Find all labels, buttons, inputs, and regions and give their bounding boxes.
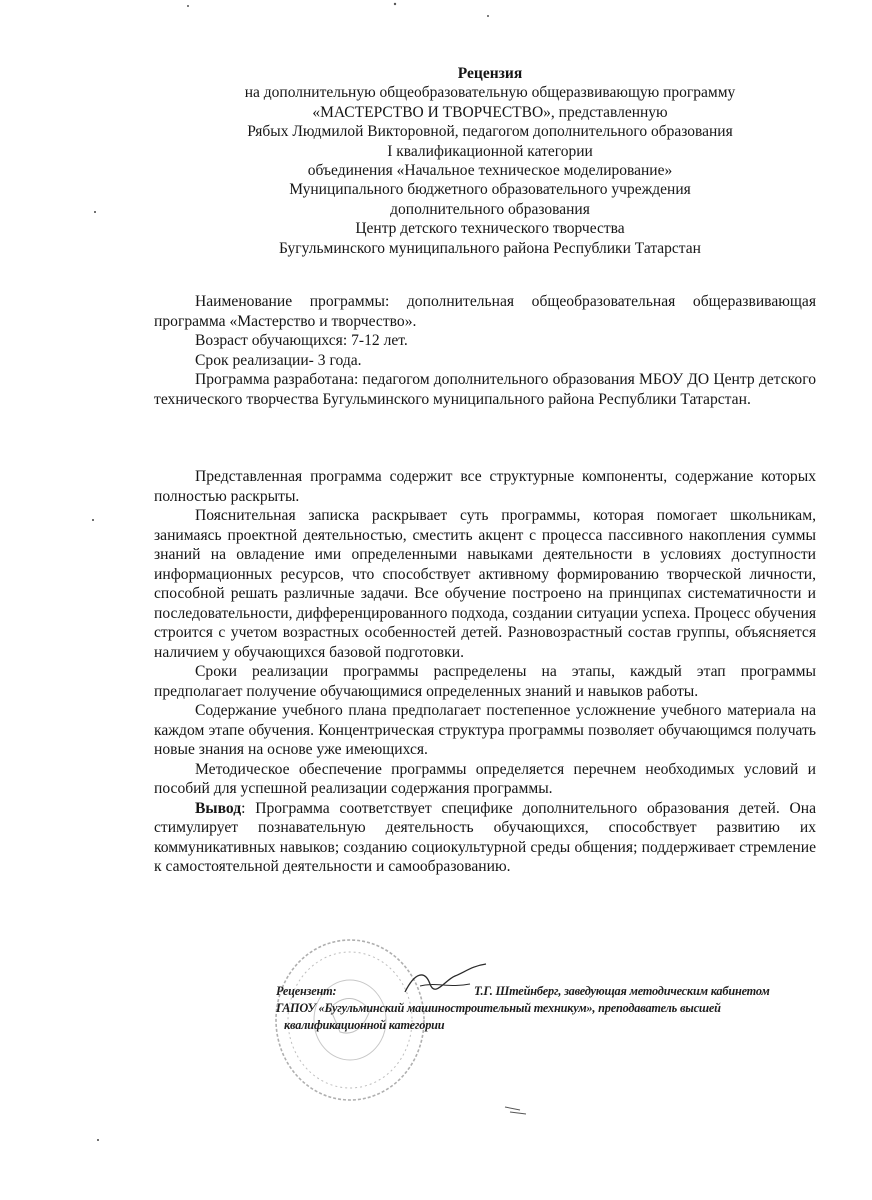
reviewer-role: Рецензент:	[276, 984, 337, 998]
program-author: Программа разработана: педагогом дополнительного образования МБОУ ДО Центр детского технического творчества Бугульминского муниципального района Республики Татарстан.	[154, 371, 816, 408]
header-line: «МАСТЕРСТВО И ТВОРЧЕСТВО», представленную	[312, 103, 668, 121]
review-paragraph: Представленная программа содержит все структурные компоненты, содержание которых полностью раскрыты.	[154, 468, 816, 505]
review-body	[154, 467, 816, 877]
header-line: на дополнительную общеобразовательную общеразвивающую программу	[244, 84, 736, 102]
reviewer-category: квалификационной категории	[284, 1018, 445, 1032]
document-title: Рецензия	[457, 65, 523, 82]
program-name: Наименование программы: дополнительная общеобразовательная общеразвивающая программа «Мастерство и творчество».	[154, 293, 816, 330]
reviewer-institution: ГАПОУ «Бугульминский машиностроительный техникум», преподаватель высшей	[276, 1001, 721, 1015]
header-line: Муниципального бюджетного образовательного учреждения	[289, 181, 691, 199]
review-paragraph: Сроки реализации программы распределены на этапы, каждый этап программы предполагает получение обучающимися определенных знаний и навыков работы.	[154, 663, 816, 700]
review-paragraph: Содержание учебного плана предполагает постепенное усложнение учебного материала на каждом этапе обучения. Концентрическая структура программы позволяет обучающимся получать новые знания на основе уже имеющихся.	[154, 702, 816, 758]
implementation-period: Срок реализации- 3 года.	[195, 351, 362, 369]
header-line: Центр детского технического творчества	[355, 220, 625, 238]
review-header	[100, 64, 872, 258]
review-paragraph: Методическое обеспечение программы определяется перечнем необходимых условий и пособий для успешной реализации содержания программы.	[154, 760, 816, 797]
review-paragraph: Пояснительная записка раскрывает суть программы, которая помогает школьникам, занимаясь проектной деятельностью, сместить акцент с процесса пассивного накопления суммы знаний на овладение ими определенными навыками деятельности в условиях доступности информационных ресурсов, что способствует активному формированию творческой личности, способной решать различные задачи. Все обучение построено на принципах систематичности и последовательности, дифференцированного подхода, создании ситуации успеха. Процесс обучения строится с учетом возрастных особенностей детей. Разновозрастный состав группы, объясняется наличием у обучающихся базовой подготовки.	[154, 507, 816, 661]
header-line: I квалификационной категории	[387, 142, 593, 160]
conclusion-paragraph	[154, 799, 816, 877]
reviewer-name: Т.Г. Штейнберг, заведующая методическим кабинетом	[474, 984, 770, 998]
student-age: Возраст обучающихся: 7-12 лет.	[195, 332, 408, 349]
program-info	[154, 292, 816, 409]
header-line: Рябых Людмилой Викторовной, педагогом дополнительного образования	[247, 123, 733, 141]
header-line: Бугульминского муниципального района Республики Татарстан	[279, 239, 701, 257]
header-line: дополнительного образования	[390, 200, 590, 218]
conclusion-text: : Программа соответствует специфике дополнительного образования детей. Она стимулирует познавательную деятельность обучающихся, способствует развитию их коммуникативных навыков; созданию социокультурной среды общения; поддерживает стремление к самостоятельной деятельности и самообразованию.	[154, 799, 816, 875]
header-line: объединения «Начальное техническое моделирование»	[307, 162, 673, 180]
conclusion-label: Вывод	[195, 799, 242, 817]
